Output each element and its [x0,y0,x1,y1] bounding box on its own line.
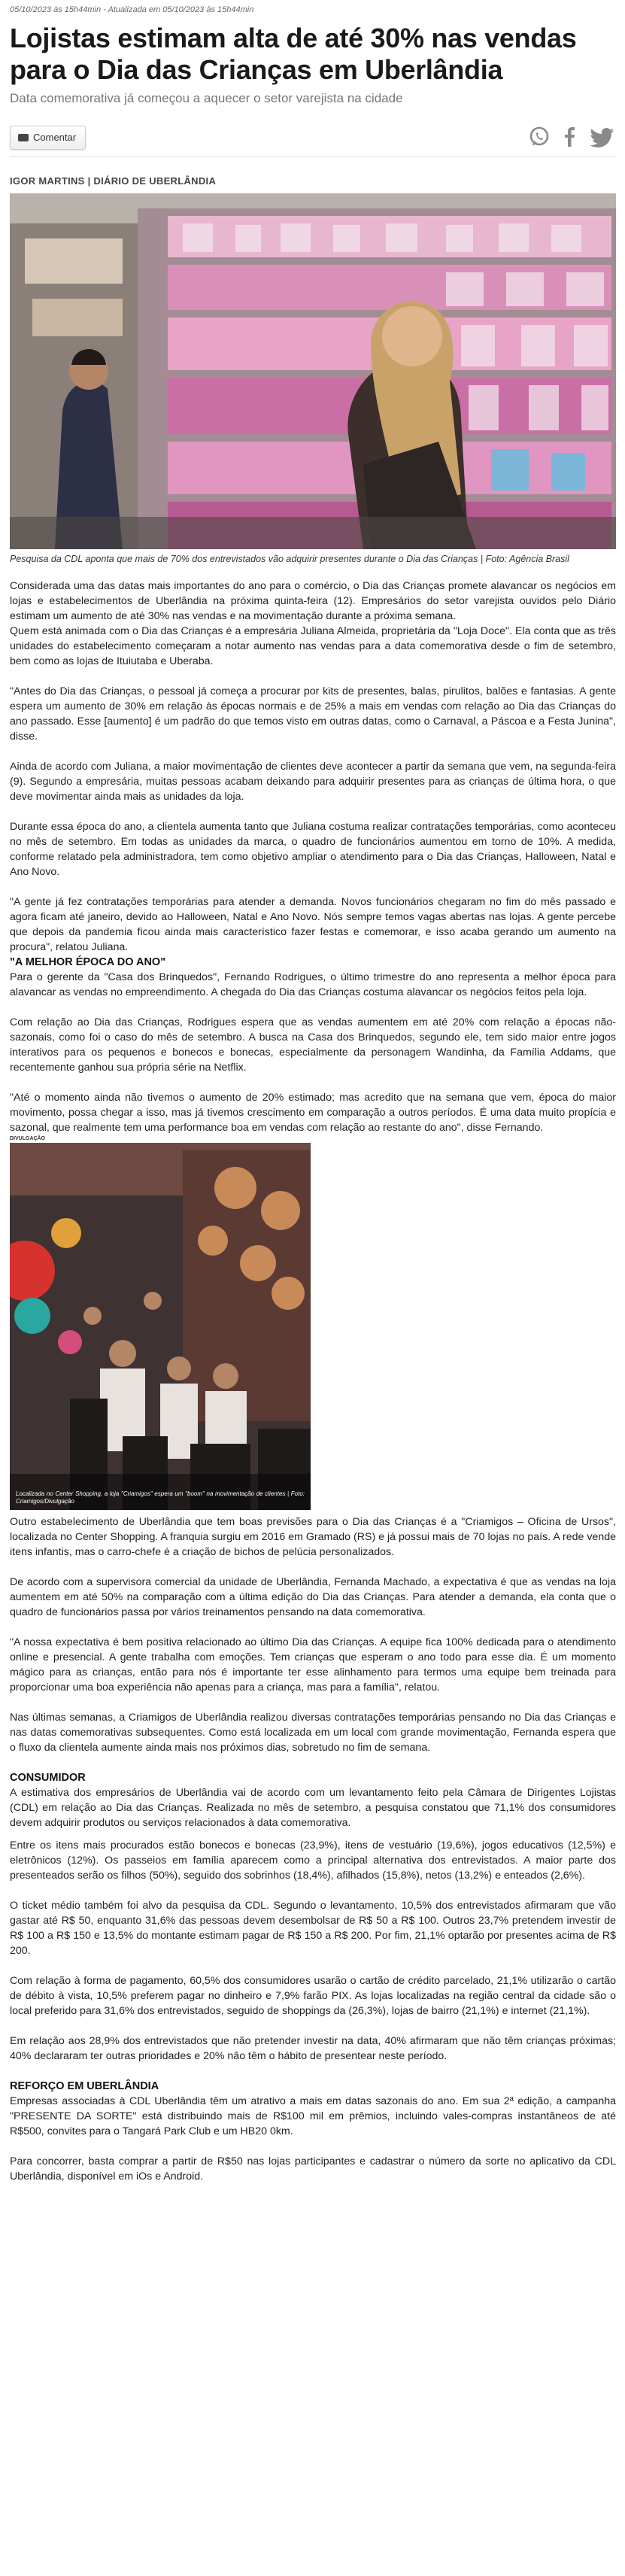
photo-credit: DIVULGAÇÃO [10,1136,46,1141]
paragraph: Quem está animada com o Dia das Crianças é a empresária Juliana Almeida, proprietária da "Loja Doce". Ela conta que as três unidades do estabelecimento começaram a notar aumento nas vendas para a data comemorativa desde o fim de setembro, bem como as lojas de Ituiutaba e Uberaba. [10,625,616,667]
criamigos-store-photo [10,1143,311,1510]
facebook-icon[interactable] [562,126,578,148]
twitter-icon[interactable] [589,126,616,148]
store-photo-block [10,1135,311,1510]
paragraph: "A gente já fez contratações temporárias para atender a demanda. Novos funcionários chegaram no fim do mês passado e agora ficam até janeiro, devido ao Halloween, Natal e Ano Novo. Nós sempre temos vagas abertas nas lojas. A gente percebe que depois da pandemia ficou ainda mais característico fazer festas e comemorar, e isso acaba gerando um aumento na procura", relatou Juliana. [10,896,616,953]
article-subtitle: Data comemorativa já começou a aquecer o setor varejista na cidade [10,91,403,105]
comment-button-label: Comentar [33,132,77,143]
paragraph: Entre os itens mais procurados estão bonecos e bonecas (23,9%), itens de vestuário (19,6%), jogos educativos (12,5%) e eletrônicos (12%). Os passeios em família aparecem como a principal alternativa dos entrevistados. A maior parte dos presenteados serão os filhos (50%), seguido dos sobrinhos (18,4%), afilhados (15,8%), netos (13,2%) e enteados (2,6%). [10,1839,616,1882]
publish-dates: 05/10/2023 às 15h44min - Atualizada em 05/10/2023 às 15h44min [10,5,254,14]
article-author: IGOR MARTINS | DIÁRIO DE UBERLÂNDIA [10,175,217,187]
section-heading: CONSUMIDOR [10,1772,86,1784]
section-heading: REFORÇO EM UBERLÂNDIA [10,2080,159,2092]
paragraph: Durante essa época do ano, a clientela aumenta tanto que Juliana costuma realizar contratações temporárias, como aconteceu no mês de setembro. Em todas as unidades da marca, o quadro de funcionários aumentou em torno de 10%. A medida, conforme relatado pela administradora, tem como objetivo ampliar o atendimento para o Dia das Crianças, Halloween, Natal e Ano Novo. [10,821,616,878]
social-share-icons [520,126,616,151]
paragraph: Nas últimas semanas, a Criamigos de Uberlândia realizou diversas contratações temporárias pensando no Dia das Crianças e nas datas comemorativas subsequentes. Como está localizada em um local com grande movimentação, Fernanda espera que o fluxo da clientela aumente ainda mais nos próximos dias, sobretudo no fim de semana. [10,1712,616,1754]
paragraph: Outro estabelecimento de Uberlândia que tem boas previsões para o Dia das Crianças é a "Criamigos – Oficina de Ursos", localizada no Center Shopping. A franquia surgiu em 2016 em Gramado (RS) e já possui mais de 70 lojas no país. A rede vende itens infantis, mas o carro-chefe é a criação de bichos de pelúcia personalizados. [10,1516,616,1558]
whatsapp-icon[interactable] [528,126,551,148]
comment-icon [18,134,29,141]
paragraph: De acordo com a supervisora comercial da unidade de Uberlândia, Fernanda Machado, a expectativa é que as vendas na loja aumentem em até 50% na comparação com a última edição do Dia das Crianças. Para atender a demanda, ela conta que o quadro de funcionários passa por vários treinamentos pensando na data comemorativa. [10,1576,616,1618]
paragraph: Com relação à forma de pagamento, 60,5% dos consumidores usarão o cartão de crédito parcelado, 21,1% utilizarão o cartão de débito à vista, 10,5% preferem pagar no dinheiro e 7,9% farão PIX. As lojas localizadas na região central da cidade são o local preferido para 31,6% dos entrevistados, seguido de shoppings da (26,3%), lojas de bairro (21,1%) e internet (21,1%). [10,1975,616,2017]
paragraph: Para concorrer, basta comprar a partir de R$50 nas lojas participantes e cadastrar o número da sorte no aplicativo da CDL Uberlândia, disponível em iOs e Android. [10,2155,616,2183]
section-heading: "A MELHOR ÉPOCA DO ANO" [10,956,166,968]
article-container [10,0,616,2199]
article-title: Lojistas estimam alta de até 30% nas vendas para o Dia das Crianças em Uberlândia [10,23,577,85]
paragraph: "Antes do Dia das Crianças, o pessoal já começa a procurar por kits de presentes, balas, pirulitos, balões e fantasias. A gente espera um aumento de 30% em relação às épocas normais e de 25% a mais em vendas com relação ao Dia das Crianças do ano passado. Esse [aumento] é um padrão do que temos visto em outras datas, como o Carnaval, a Páscoa e a Festa Junina", disse. [10,685,616,743]
paragraph: "A nossa expectativa é bem positiva relacionado ao último Dia das Crianças. A equipe fica 100% dedicada para o atendimento online e presencial. A gente trabalha com emoções. Tem crianças que esperam o ano todo para esse dia. É um momento mágico para as crianças, então para nós é importante ter esse alinhamento para termos uma equipe bem treinada para proporcionar uma boa experiência não apenas para a criança, mas para a família", relatou. [10,1636,616,1694]
paragraph: Empresas associadas à CDL Uberlândia têm um atrativo a mais em datas sazonais do ano. Em sua 2ª edição, a campanha "PRESENTE DA SORTE" está distribuindo mais de R$100 mil em prêmios, incluindo vales-compras instantâneos de até R$500, convites para o Tangará Park Club e um HB20 0km. [10,2095,616,2137]
paragraph: "Até o momento ainda não tivemos o aumento de 20% estimado; mas acredito que na semana que vem, época do maior movimento, possa chegar a isso, mas já tivemos crescimento em comparação a outros períodos. É uma data muito propícia e sazonal, que realmente tem uma performance boa em vendas com relação ao restante do ano", disse Fernando. [10,1092,616,1134]
photo-caption: Pesquisa da CDL aponta que mais de 70% dos entrevistados vão adquirir presentes durante o Dia das Crianças | Foto: Agência Brasil [10,554,569,564]
paragraph: Ainda de acordo com Juliana, a maior movimentação de clientes deve acontecer a partir da semana que vem, na segunda-feira (9). Segundo a empresária, muitas pessoas acabam deixando para adquirir presentes para as crianças de última hora, o que deve movimentar ainda mais as unidades da loja. [10,761,616,803]
store-photo-caption: Localizada no Center Shopping, a loja "Criamigos" espera um "boom" na movimentação de clientes | Foto: Criamigos/Divulgação [16,1490,305,1505]
article-body [10,579,616,2184]
paragraph: A estimativa dos empresários de Uberlândia vai de acordo com um levantamento feito pela Câmara de Dirigentes Lojistas (CDL) em relação ao Dia das Crianças. Realizada no mês de setembro, a pesquisa constatou que 71,1% dos consumidores devem adquirir produtos ou serviços relacionados à data comemorativa. [10,1787,616,1829]
share-bar [10,126,616,156]
comment-button[interactable] [10,126,86,150]
paragraph: Considerada uma das datas mais importantes do ano para o comércio, o Dia das Crianças promete alavancar os negócios em lojas e estabelecimentos de Uberlândia na próxima quinta-feira (12). Empresários do setor varejista ouvidos pelo Diário estimam um aumento de até 30% nas vendas e na movimentação durante a próxima semana. [10,580,616,622]
toy-store-photo [10,193,616,549]
paragraph: Com relação ao Dia das Crianças, Rodrigues espera que as vendas aumentem em até 20% com relação a épocas não-sazonais, como foi o caso do mês de setembro. A busca na Casa dos Brinquedos, segundo ele, tem sido maior entre jogos interativos para os pequenos e bonecos e bonecas, especialmente da personagem Wandinha, da Família Addams, que recentemente ganhou sua própria série na Netflix. [10,1016,616,1074]
paragraph: O ticket médio também foi alvo da pesquisa da CDL. Segundo o levantamento, 10,5% dos entrevistados afirmaram que vão gastar até R$ 50, enquanto 31,6% das pessoas devem desembolsar de R$ 50 a R$ 100. Outros 23,7% pretendem investir de R$ 100 a R$ 150 e 13,5% do montante estimam pagar de R$ 150 a R$ 200. Por fim, 21,1% optarão por presentes acima de R$ 200. [10,1900,616,1957]
paragraph: Para o gerente da "Casa dos Brinquedos", Fernando Rodrigues, o último trimestre do ano representa a melhor época para alavancar as vendas no empreendimento. A chegada do Dia das Crianças costuma alavancar os negócios feitos pela loja. [10,971,616,998]
paragraph: Em relação aos 28,9% dos entrevistados que não pretender investir na data, 40% afirmaram que não têm crianças próximas; 40% declararam ter outras prioridades e 20% não têm o hábito de presentear neste período. [10,2035,616,2062]
